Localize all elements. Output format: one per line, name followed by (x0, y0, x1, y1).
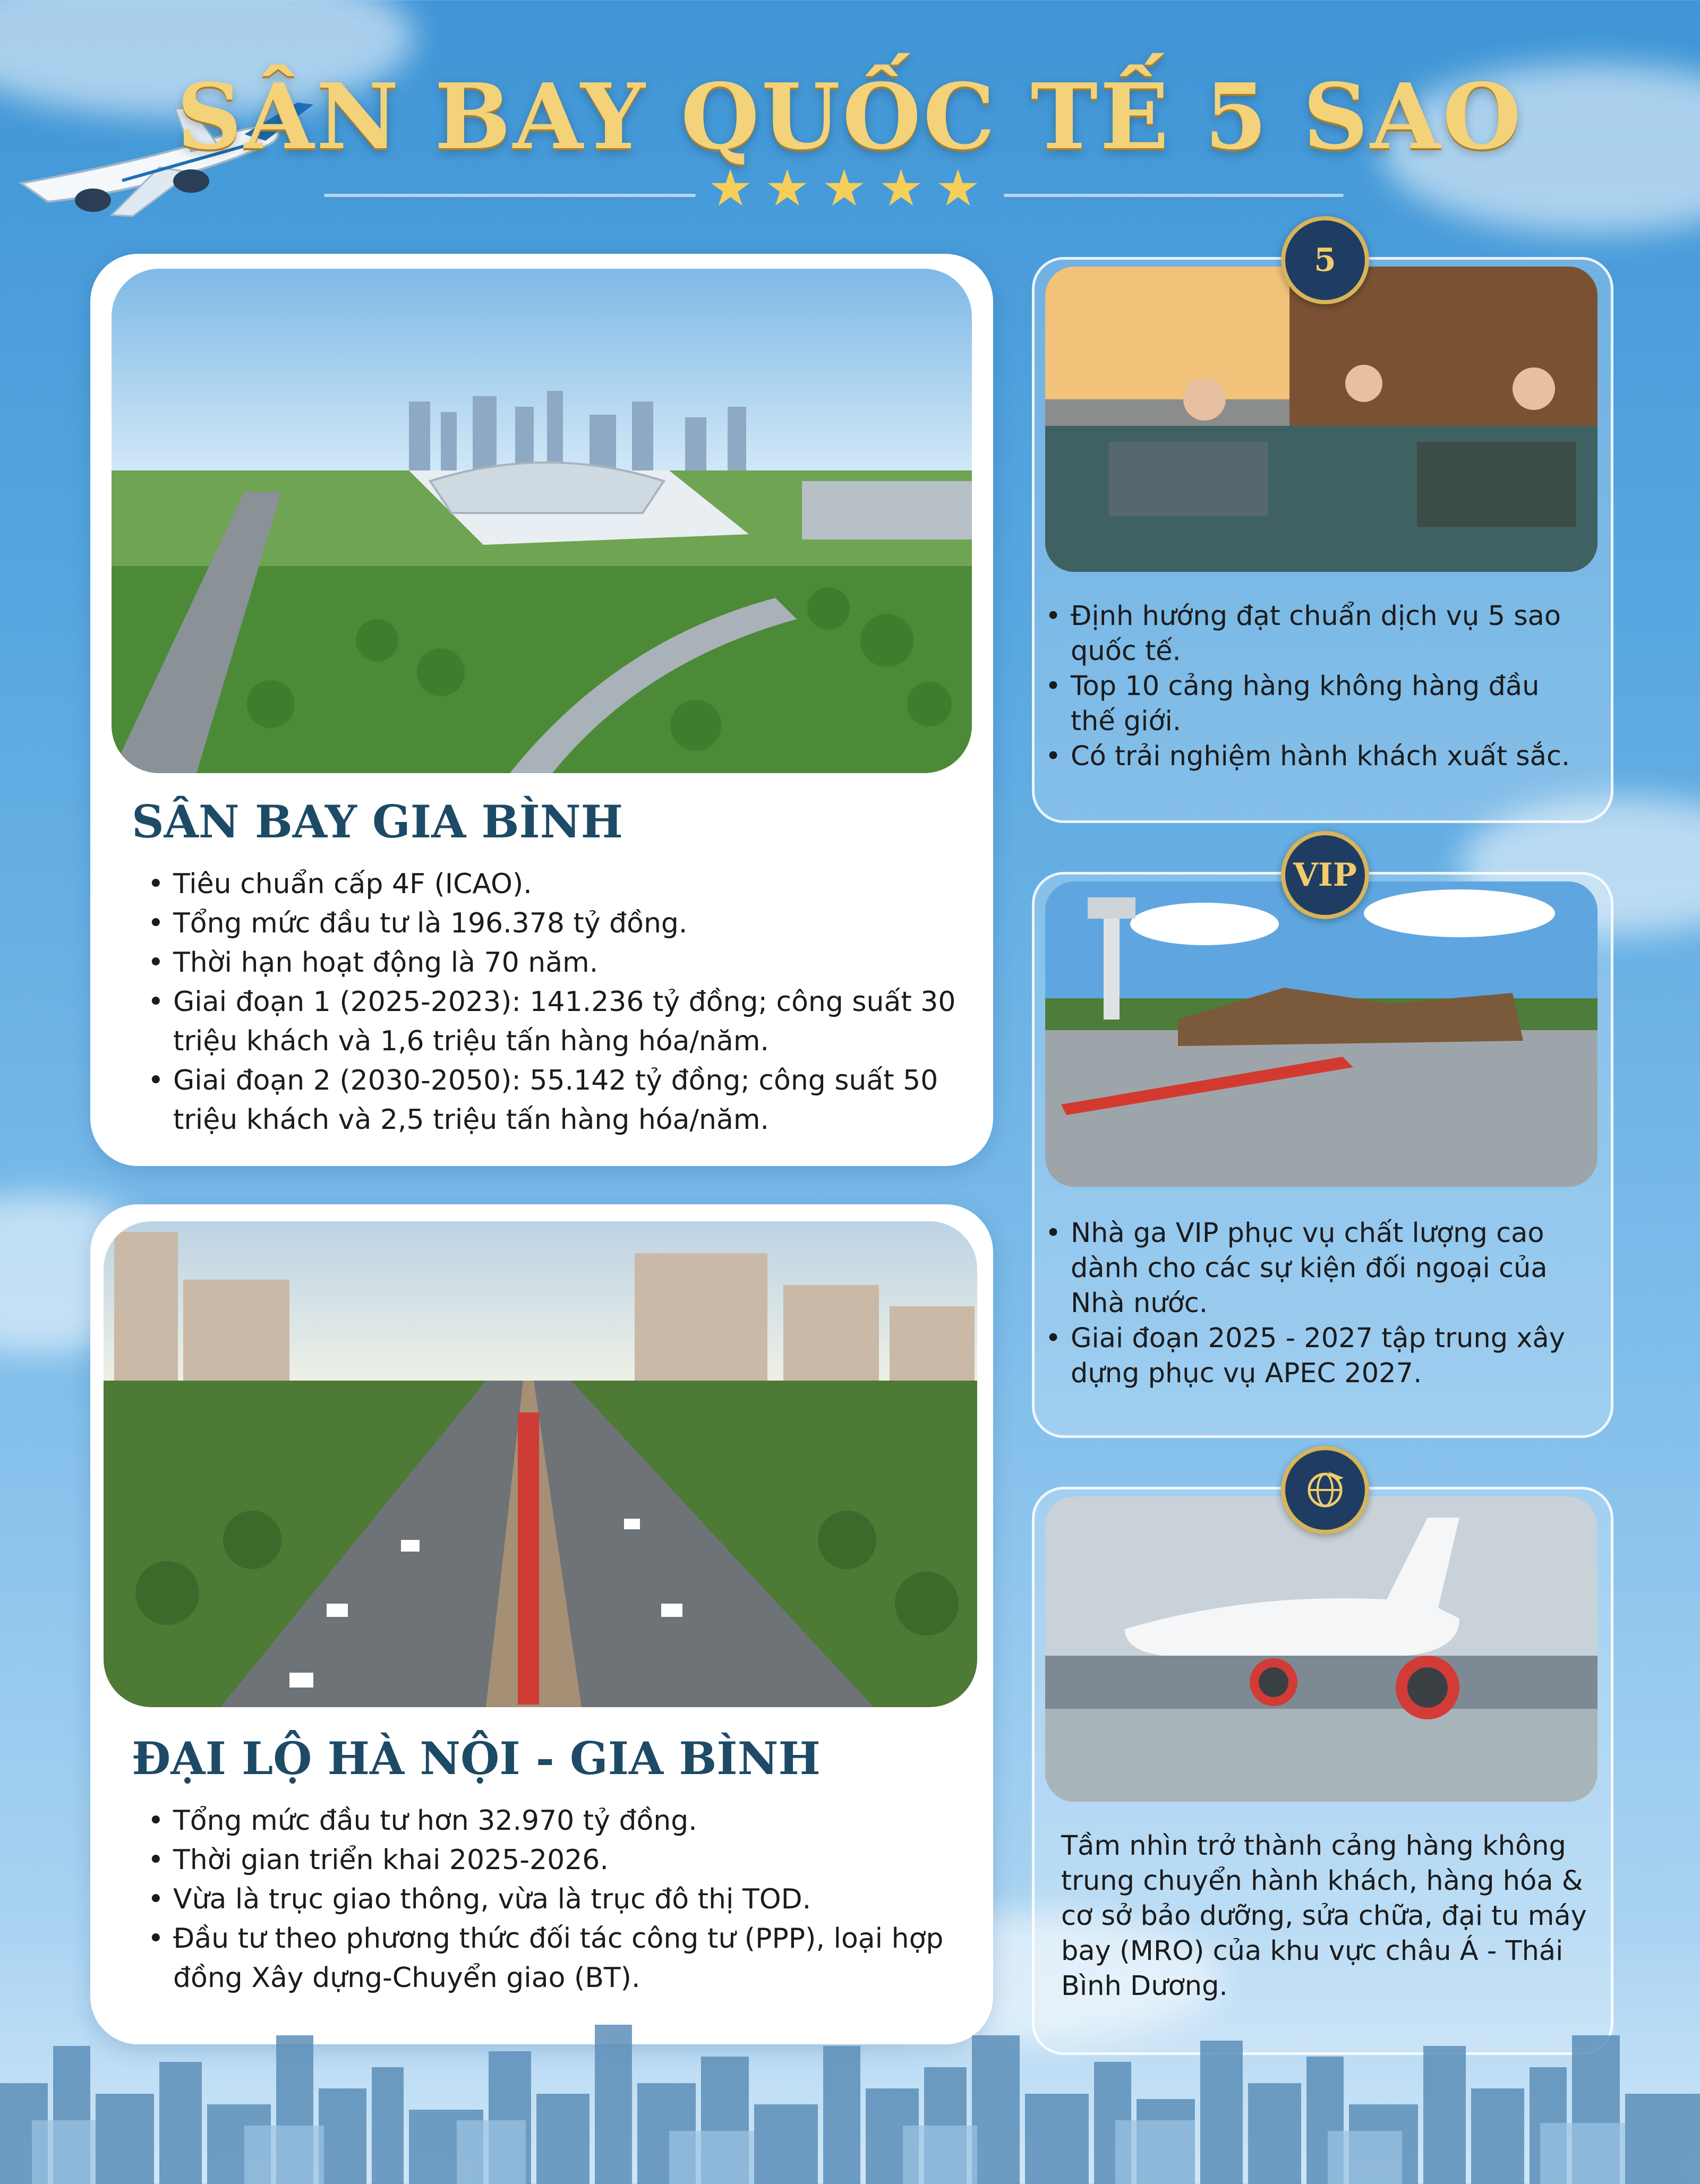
list-item: • Tổng mức đầu tư hơn 32.970 tỷ đồng. (148, 1801, 976, 1840)
service-list (1045, 599, 1587, 774)
list-item: • Đầu tư theo phương thức đối tác công tư (PPP), loại hợp đồng Xây dựng-Chuyển giao (BT). (148, 1919, 976, 1998)
list-item: • Giai đoạn 2 (2030-2050): 55.142 tỷ đồng; công suất 50 triệu khách và 2,5 triệu tấn hàng hóa/năm. (148, 1061, 976, 1140)
hangar-photo (1045, 1496, 1598, 1802)
vip-list (1045, 1216, 1587, 1391)
list-item: • Định hướng đạt chuẩn dịch vụ 5 sao quốc tế. (1045, 599, 1587, 669)
list-item: • Thời hạn hoạt động là 70 năm. (148, 943, 976, 982)
list-item: • Giai đoạn 1 (2025-2023): 141.236 tỷ đồng; công suất 30 triệu khách và 1,6 triệu tấn hàng hóa/năm. (148, 982, 976, 1061)
vip-crown-icon: VIP (1281, 831, 1369, 919)
page-title: SÂN BAY QUỐC TẾ 5 SAO (176, 64, 1524, 170)
list-item: • Có trải nghiệm hành khách xuất sắc. (1045, 739, 1587, 774)
boulevard-heading: ĐẠI LỘ HÀ NỘI - GIA BÌNH (132, 1732, 821, 1785)
globe-plane-icon (1281, 1446, 1369, 1534)
rating-stars: ★★★★★ (707, 159, 993, 218)
vip-terminal-photo (1045, 881, 1598, 1187)
globe-icon (1301, 1466, 1349, 1514)
boulevard-photo (104, 1221, 977, 1707)
list-item: • Top 10 cảng hàng không hàng đầu thế giới. (1045, 669, 1587, 739)
list-item: • Tổng mức đầu tư là 196.378 tỷ đồng. (148, 904, 976, 943)
list-item: • Vừa là trục giao thông, vừa là trục đô thị TOD. (148, 1880, 976, 1919)
boulevard-facts-list (148, 1801, 976, 1998)
airport-facts-list (148, 864, 976, 1140)
list-item: • Tiêu chuẩn cấp 4F (ICAO). (148, 864, 976, 904)
airport-photo (112, 269, 972, 773)
mro-description: Tầm nhìn trở thành cảng hàng không trung chuyển hành khách, hàng hóa & cơ sở bảo dưỡng, sửa chữa, đại tu máy bay (MRO) của khu vực châu Á - Thái Bình Dương. (1061, 1830, 1587, 2002)
lounge-photo (1045, 267, 1598, 572)
star-five-icon: 5 (1281, 216, 1369, 304)
list-item: • Thời gian triển khai 2025-2026. (148, 1840, 976, 1880)
airport-heading: SÂN BAY GIA BÌNH (132, 795, 623, 848)
list-item: • Nhà ga VIP phục vụ chất lượng cao dành cho các sự kiện đối ngoại của Nhà nước. (1045, 1216, 1587, 1321)
list-item: • Giai đoạn 2025 - 2027 tập trung xây dựng phục vụ APEC 2027. (1045, 1321, 1587, 1391)
city-skyline (0, 2014, 1700, 2184)
